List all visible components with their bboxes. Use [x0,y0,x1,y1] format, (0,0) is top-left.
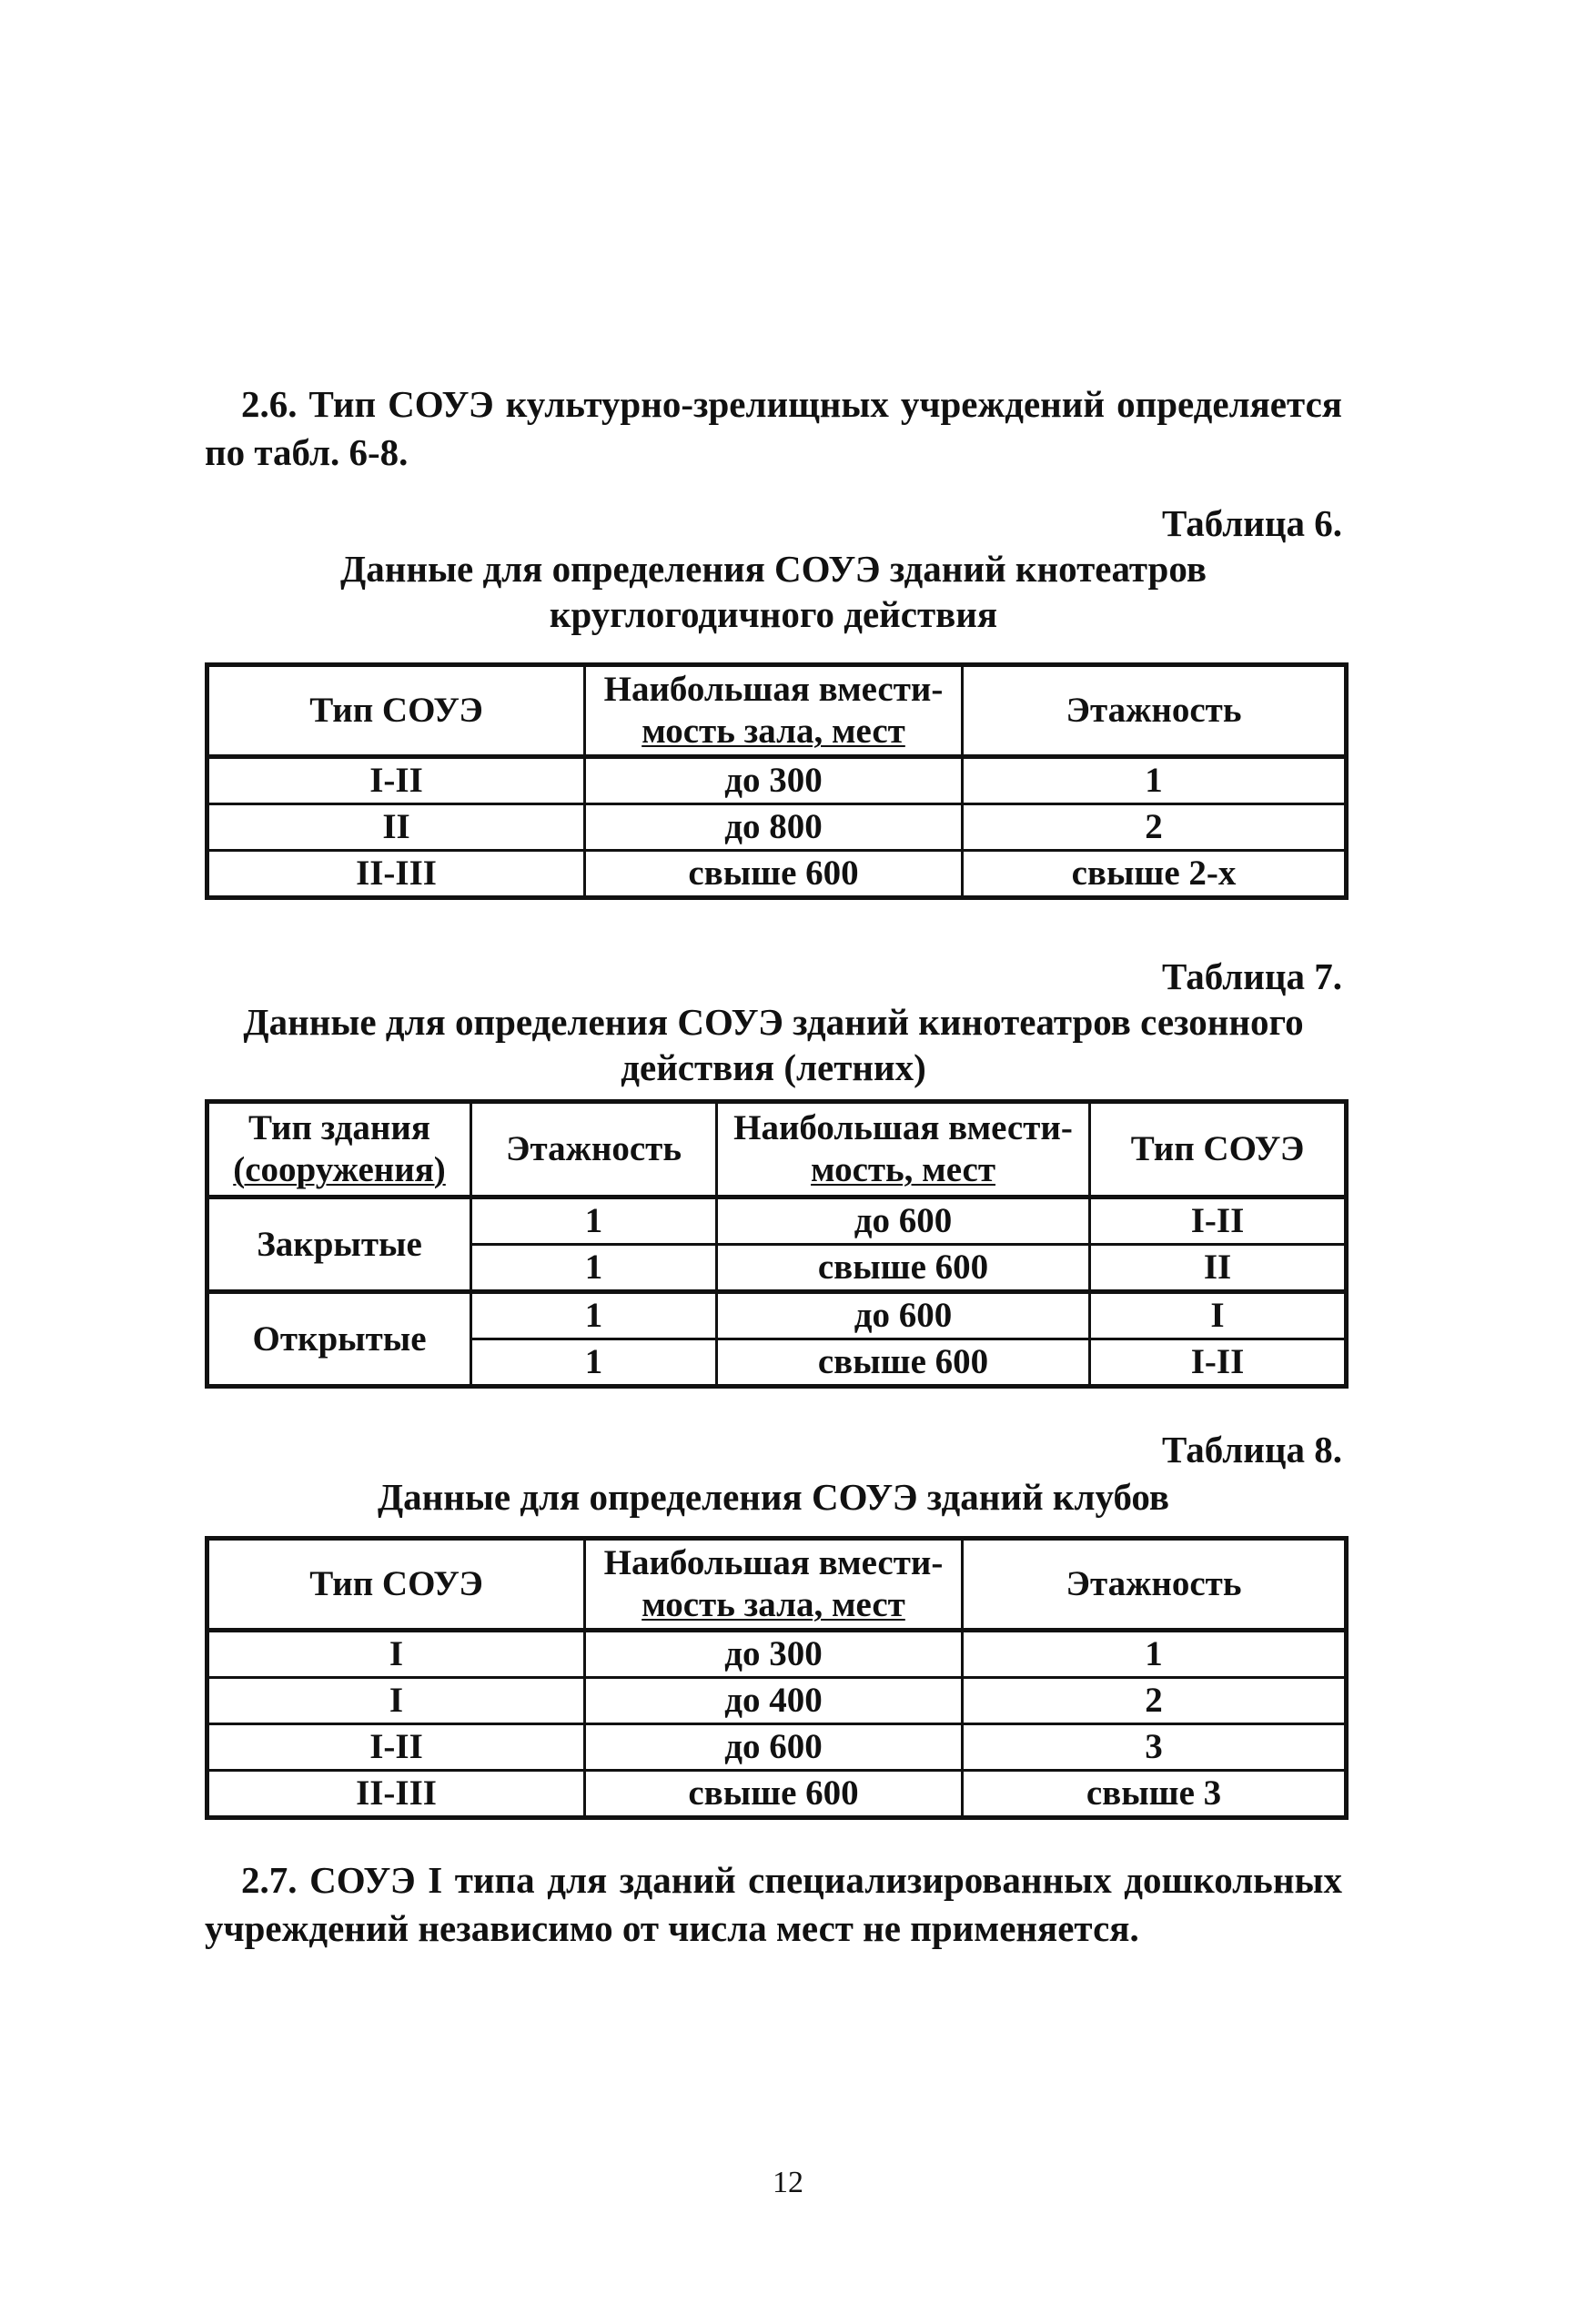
table6-header-capacity-line1: Наибольшая вмести- [603,670,944,709]
table7-header-floors: Этажность [471,1102,717,1197]
table7-cell-floors: 1 [471,1245,717,1292]
table7-cell-building: Открытые [207,1292,471,1387]
table-row [207,1724,1347,1771]
table6-cell-capacity: до 300 [585,757,963,804]
table8-header-floors: Этажность [963,1539,1347,1631]
table7-header-capacity-line1: Наибольшая вмести- [733,1108,1073,1147]
table-row [207,1197,1347,1245]
table8-cell-floors: свыше 3 [963,1771,1347,1818]
table7-cell-capacity: свыше 600 [717,1245,1090,1292]
table7-cell-floors: 1 [471,1339,717,1387]
table6-header-type: Тип СОУЭ [207,665,585,757]
table6-cell-floors: свыше 2-х [963,851,1347,898]
table7-cell-floors: 1 [471,1292,717,1339]
table7-header-building-line2: (сооружения) [233,1150,446,1189]
table6-title-line1: Данные для определения СОУЭ зданий кнотеатров [340,548,1207,590]
table7-header-capacity-line2: мость, мест [811,1150,995,1189]
table7-cell-capacity: до 600 [717,1292,1090,1339]
table7-header-building-line1: Тип здания [248,1108,430,1147]
table7-cell-type: II [1090,1245,1347,1292]
paragraph-2-7-line2: учреждений независимо от числа мест не применяется. [205,1907,1139,1949]
table7-cell-type: I [1090,1292,1347,1339]
table7-cell-capacity: до 600 [717,1197,1090,1245]
table-row [207,757,1347,804]
table-row [207,1771,1347,1818]
table-row [207,1678,1347,1724]
table8-cell-type: I-II [207,1724,585,1771]
table6-header-floors: Этажность [963,665,1347,757]
table8-cell-capacity: до 300 [585,1631,963,1678]
table8-cell-capacity: свыше 600 [585,1771,963,1818]
page-number: 12 [773,2166,803,2199]
table8-header-type: Тип СОУЭ [207,1539,585,1631]
table7-header-building [207,1102,471,1197]
table7-title-line1: Данные для определения СОУЭ зданий кинотеатров сезонного [243,1001,1304,1043]
table-row [207,851,1347,898]
table8-title: Данные для определения СОУЭ зданий клубов [377,1476,1170,1518]
table6-cell-floors: 1 [963,757,1347,804]
table8-cell-type: I [207,1631,585,1678]
table6-cell-type: I-II [207,757,585,804]
table7-caption: Таблица 7. [1161,955,1342,997]
paragraph-2-7-line1: 2.7. СОУЭ I типа для зданий специализированных дошкольных [241,1859,1342,1901]
table7-cell-type: I-II [1090,1197,1347,1245]
table7-cell-capacity: свыше 600 [717,1339,1090,1387]
table-row [207,804,1347,851]
table6-cell-floors: 2 [963,804,1347,851]
table6-header-row [207,665,1347,757]
table6-cell-type: II-III [207,851,585,898]
table7-header-type: Тип СОУЭ [1090,1102,1347,1197]
table8-cell-type: I [207,1678,585,1724]
paragraph-2-6 [205,380,1342,477]
table8-header-capacity [585,1539,963,1631]
table6-cell-capacity: свыше 600 [585,851,963,898]
table6 [205,662,1349,900]
table7-header-capacity [717,1102,1090,1197]
paragraph-2-6-line1: 2.6. Тип СОУЭ культурно-зрелищных учреждений определяется [241,383,1342,425]
table8-header-capacity-line2: мость зала, мест [642,1585,905,1624]
table6-cell-type: II [207,804,585,851]
table-row [207,1292,1347,1339]
table8-caption: Таблица 8. [1161,1429,1342,1470]
table7-cell-building: Закрытые [207,1197,471,1292]
paragraph-2-6-line2: по табл. 6-8. [205,431,409,473]
table8-cell-floors: 3 [963,1724,1347,1771]
table8-cell-capacity: до 400 [585,1678,963,1724]
table7-title-line2: действия (летних) [621,1046,926,1088]
table6-header-capacity-line2: мость зала, мест [642,712,905,751]
table8-cell-type: II-III [207,1771,585,1818]
table6-title-line2: круглогодичного действия [549,593,998,635]
table6-cell-capacity: до 800 [585,804,963,851]
table7-cell-type: I-II [1090,1339,1347,1387]
table6-caption: Таблица 6. [1161,502,1342,544]
table8-cell-floors: 1 [963,1631,1347,1678]
table8-header-capacity-line1: Наибольшая вмести- [603,1543,944,1582]
table8-cell-capacity: до 600 [585,1724,963,1771]
table8-header-row [207,1539,1347,1631]
table6-header-capacity [585,665,963,757]
table-row [207,1631,1347,1678]
paragraph-2-7 [205,1856,1342,1953]
table7-header-row [207,1102,1347,1197]
table7-cell-floors: 1 [471,1197,717,1245]
table7 [205,1099,1349,1389]
table8-cell-floors: 2 [963,1678,1347,1724]
table8 [205,1536,1349,1820]
